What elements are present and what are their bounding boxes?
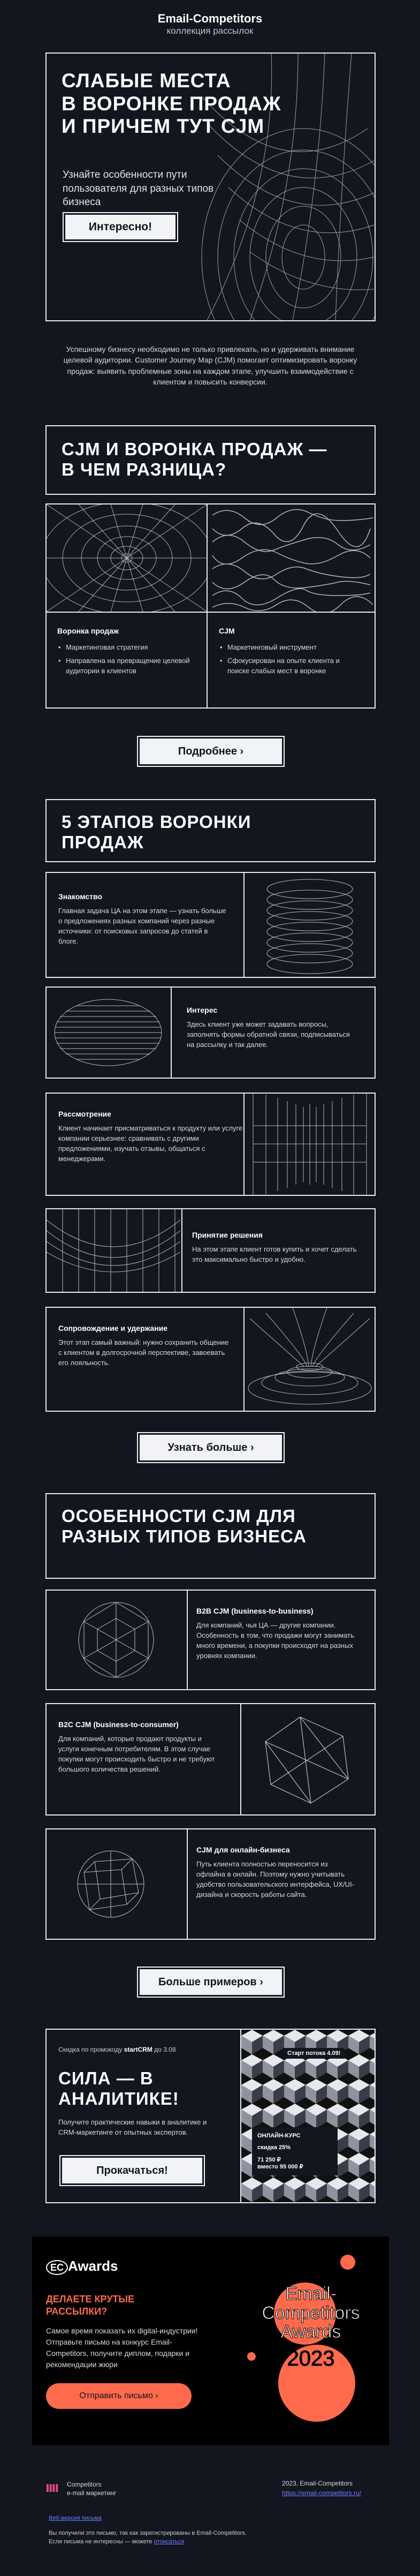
list-item: • Маркетинговый инструмент bbox=[219, 643, 358, 653]
list-item: • Маркетинговая стратегия bbox=[57, 643, 196, 653]
awards-art-year: 2023 bbox=[287, 2347, 335, 2371]
course-label: ОНЛАЙН-КУРС bbox=[257, 2133, 301, 2139]
grid-curve-graphic bbox=[47, 1209, 180, 1292]
business-type-card bbox=[45, 1828, 376, 1940]
footer-logo[interactable] bbox=[45, 2479, 163, 2502]
stage-title: Сопровождение и удержание bbox=[58, 1324, 168, 1332]
business-type-card bbox=[45, 1590, 376, 1690]
brand-name[interactable]: Email-Competitors bbox=[157, 12, 263, 25]
section1-title: CJM И ВОРОНКА ПРОДАЖ — В ЧЕМ РАЗНИЦА? bbox=[62, 439, 327, 479]
business-type-text: Для компаний, чья ЦА — другие компании. Особенность в том, что продажи могут занимать много времени, а покупки происходят на разных уровнях компании. bbox=[196, 1621, 354, 1660]
section1-title-box bbox=[45, 425, 376, 495]
promo-code-line bbox=[58, 2046, 176, 2053]
old-price: вместо 95 000 ₽ bbox=[257, 2164, 303, 2170]
more-examples-button[interactable]: Больше примеров › bbox=[138, 1968, 284, 1997]
unsubscribe-link[interactable]: отписаться bbox=[154, 2539, 185, 2545]
awards-logo-ec: EC bbox=[46, 2260, 68, 2275]
stage-text: Этот этап самый важный: нужно сохранить общение с клиентом в долгосрочной перспективе, завоевать его лояльность. bbox=[58, 1338, 229, 1367]
business-type-text: Для компаний, которые продают продукты и услуги конечным потребителям. В этом случае покупки могут происходить быстро и не требуют большого количества решений. bbox=[58, 1735, 215, 1773]
stage-card bbox=[45, 986, 376, 1079]
stage-title: Интерес bbox=[187, 1006, 218, 1014]
stage-card bbox=[45, 1208, 376, 1293]
hero-title-line3: И ПРИЧЕМ ТУТ CJM bbox=[62, 115, 265, 138]
wormhole-graphic bbox=[245, 1308, 375, 1411]
stage-title: Знакомство bbox=[58, 892, 102, 901]
stage-card bbox=[45, 1093, 376, 1196]
section3-title: ОСОБЕННОСТИ CJM ДЛЯ РАЗНЫХ ТИПОВ БИЗНЕСА bbox=[62, 1506, 307, 1546]
footer-note-line1: Вы получили это письмо, так как зарегистрированы в Email-Competitors. bbox=[49, 2530, 247, 2536]
promo-title: СИЛА — В АНАЛИТИКЕ! bbox=[58, 2068, 179, 2108]
promo-block bbox=[45, 2029, 376, 2203]
stage-text: Главная задача ЦА на этом этапе — узнать больше о предложениях разных компаний через разные источники: от поисковых запросов до статей в блоге. bbox=[58, 907, 226, 945]
spiral-graphic bbox=[245, 873, 375, 977]
stage-title: Принятие решения bbox=[192, 1231, 263, 1239]
footer-note-line2-wrap bbox=[49, 2539, 184, 2545]
promo-text: Получите практические навыки в аналитике и CRM-маркетинге от опытных экспертов. bbox=[58, 2118, 207, 2136]
funnel-graphic bbox=[47, 504, 207, 612]
footer-company-tagline: e-mail маркетинг bbox=[67, 2489, 117, 2497]
business-type-card bbox=[45, 1703, 376, 1816]
perspective-bars-graphic bbox=[245, 1094, 375, 1195]
more-details-button[interactable]: Подробнее › bbox=[138, 737, 284, 766]
stage-text: Здесь клиент уже может задавать вопросы, заполнять формы обратной связи, подписываться на рассылку и так далее. bbox=[187, 1020, 350, 1049]
promo-until: до 3.08 bbox=[154, 2046, 176, 2053]
business-type-title: B2C CJM (business-to-consumer) bbox=[58, 1720, 179, 1729]
map-graphic bbox=[207, 504, 376, 612]
promo-code: startCRM bbox=[124, 2046, 152, 2053]
list-item: • Сфокусирован на опыте клиента и поиске слабых мест в воронке bbox=[219, 656, 358, 676]
learn-more-button[interactable]: Узнать больше › bbox=[138, 1433, 284, 1462]
awards-art-line1: Email- bbox=[285, 2284, 337, 2304]
new-price: 71 250 ₽ bbox=[257, 2157, 281, 2163]
discount-text: скидка 25% bbox=[257, 2144, 291, 2151]
section2-title: 5 ЭТАПОВ ВОРОНКИ ПРОДАЖ bbox=[62, 812, 251, 852]
section3-title-box bbox=[45, 1493, 376, 1579]
sphere-lines-graphic bbox=[47, 988, 170, 1078]
awards-logo-word: Awards bbox=[68, 2258, 118, 2274]
awards-art-text bbox=[244, 2285, 378, 2370]
awards-text: Самое время показать их digital-индустрии! Отправьте письмо на конкурс Email-Competitors, получите диплом, подарки и рекомендации жюри bbox=[46, 2326, 198, 2369]
hero-title-line1: СЛАБЫЕ МЕСТА bbox=[62, 70, 231, 92]
footer-note-line2: Если письма не интересны — можете bbox=[49, 2539, 152, 2545]
stage-card bbox=[45, 1307, 376, 1412]
cjm-column-list bbox=[219, 643, 358, 676]
course-info-panel bbox=[252, 2127, 338, 2175]
awards-title: ДЕЛАЕТЕ КРУТЫЕ РАССЫЛКИ? bbox=[46, 2294, 135, 2317]
hero-subtitle: Узнайте особенности пути пользователя для разных типов бизнеса bbox=[63, 169, 214, 208]
comparison-table bbox=[45, 503, 376, 709]
promo-button[interactable]: Прокачаться! bbox=[60, 2156, 204, 2185]
cube-sphere-graphic bbox=[47, 1829, 180, 1939]
brand-subtitle: коллекция рассылок bbox=[166, 26, 254, 36]
web-version-link[interactable]: Веб-версия письма bbox=[49, 2515, 102, 2521]
hero-block bbox=[45, 52, 376, 321]
footer-copyright: 2023, Email-Competitors bbox=[282, 2480, 353, 2487]
email-header bbox=[0, 0, 420, 47]
polyhedron-graphic bbox=[241, 1704, 375, 1814]
business-type-title: CJM для онлайн-бизнеса bbox=[196, 1846, 290, 1854]
business-type-title: B2B CJM (business-to-business) bbox=[196, 1607, 314, 1615]
footer-logo-icon: ıııı bbox=[45, 2479, 58, 2495]
promo-small-text: Скидка по промокоду bbox=[58, 2046, 123, 2053]
geodesic-sphere-graphic bbox=[47, 1591, 186, 1689]
footer bbox=[45, 2469, 376, 2565]
promo-graphic bbox=[241, 2030, 375, 2202]
awards-logo bbox=[46, 2258, 118, 2274]
funnel-column-title: Воронка продаж bbox=[57, 627, 119, 635]
business-type-text: Путь клиента полностью переносится из офлайна в онлайн. Поэтому нужно учитывать удобство пользовательского интерфейса, UX/UI-дизайна и скорость работы сайта. bbox=[196, 1860, 355, 1899]
footer-company-name: Competitors bbox=[67, 2481, 102, 2488]
stage-card bbox=[45, 872, 376, 978]
section2-title-box bbox=[45, 799, 376, 862]
hero-button[interactable]: Интересно! bbox=[64, 213, 177, 241]
intro-text: Успешному бизнесу необходимо не только привлекать, но и удерживать внимание целевой аудитории. Customer Journey Map (CJM) помогает оптимизировать воронку продаж: выявить проблемные зоны на каждом этапе, улучшить взаимодействие с клиентом и повысить конверсии. bbox=[63, 345, 357, 386]
stage-text: Клиент начинает присматриваться к продукту или услуге компании серьезнее: сравнивать с другими предложениями, изучать отзывы, общаться с менеджерами. bbox=[58, 1124, 243, 1163]
awards-block bbox=[32, 2236, 389, 2445]
list-item: • Направлена на превращение целевой аудитории в клиентов bbox=[57, 656, 196, 676]
stage-text: На этом этапе клиент готов купить и хочет сделать это максимально быстро и удобно. bbox=[192, 1245, 357, 1263]
awards-button[interactable]: Отправить письмо › bbox=[46, 2383, 192, 2409]
course-start-badge: Старт потока 4.09! bbox=[283, 2048, 345, 2059]
funnel-column-list bbox=[57, 643, 196, 676]
footer-site-link[interactable]: https://email-competitors.ru/ bbox=[282, 2489, 362, 2497]
stage-title: Рассмотрение bbox=[58, 1110, 111, 1118]
hero-title-line2: В ВОРОНКЕ ПРОДАЖ bbox=[62, 92, 281, 115]
awards-art-line2: Competitors bbox=[262, 2302, 360, 2323]
awards-art-line3: Awards bbox=[280, 2322, 341, 2342]
cjm-column-title: CJM bbox=[219, 627, 235, 635]
